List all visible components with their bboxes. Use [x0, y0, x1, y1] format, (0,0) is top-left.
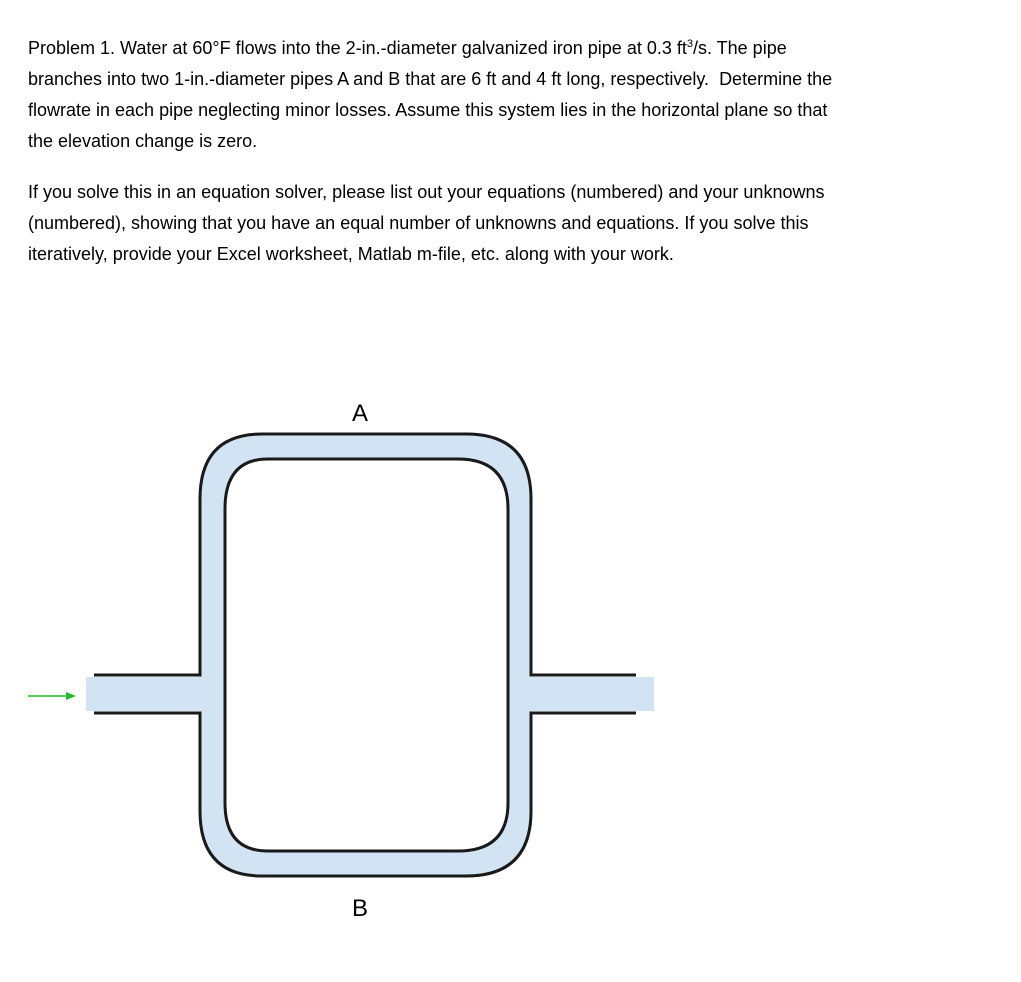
- problem-line-4: the elevation change is zero.: [28, 131, 258, 151]
- instructions-line-3: iteratively, provide your Excel worksheet, Matlab m-file, etc. along with your work.: [28, 244, 674, 264]
- problem-line-2: branches into two 1-in.-diameter pipes A and B that are 6 ft and 4 ft long, respectively. Determine the: [28, 69, 833, 89]
- flow-direction-arrow: [28, 692, 76, 700]
- inlet-pipe: [86, 677, 214, 711]
- pipe-loop: [200, 434, 531, 876]
- instructions-line-2: (numbered), showing that you have an equal number of unknowns and equations. If you solve this: [28, 213, 809, 233]
- problem-line-1: Problem 1. Water at 60°F flows into the 2-in.-diameter galvanized iron pipe at 0.3 $ft^3/s$. The pipe: [28, 38, 787, 58]
- pipe-outlines: [94, 434, 636, 876]
- instructions-line-1: If you solve this in an equation solver, please list out your equations (numbered) and your unknowns: [28, 182, 825, 202]
- pipe-label-a: A: [351, 400, 369, 427]
- problem-line-3: flowrate in each pipe neglecting minor losses. Assume this system lies in the horizontal plane so that: [28, 100, 828, 120]
- pipe-label-b: B: [351, 895, 369, 922]
- outlet-pipe: [518, 677, 654, 711]
